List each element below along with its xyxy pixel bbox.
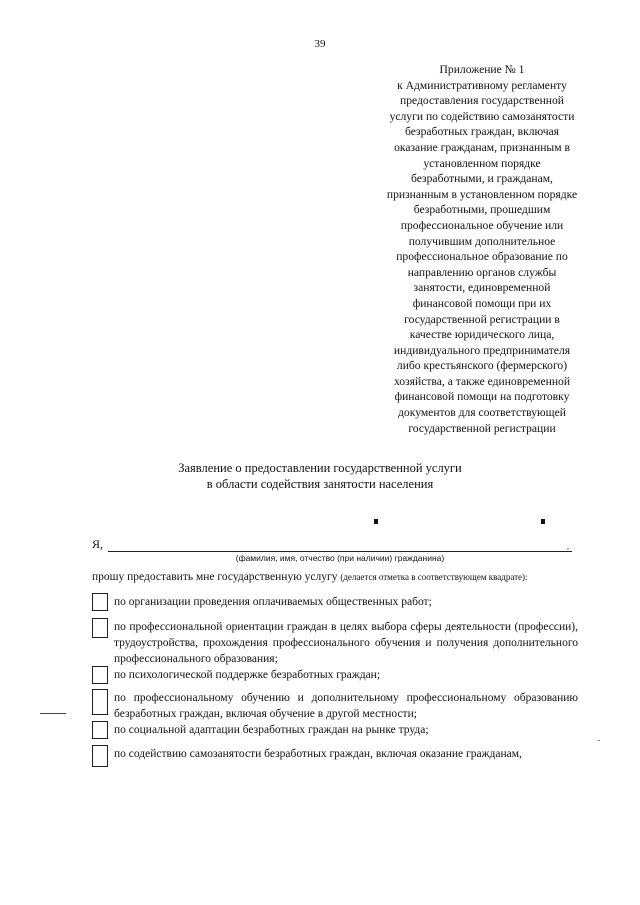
- appendix-line: качестве юридического лица,: [409, 328, 555, 342]
- applicant-line-comma: ,: [567, 542, 569, 551]
- appendix-line: безработными, и гражданам,: [411, 172, 553, 186]
- appendix-line: занятости, единовременной: [413, 281, 551, 295]
- option-label: по организации проведения оплачиваемых общественных работ;: [114, 596, 432, 608]
- appendix-line: индивидуального предпринимателя: [393, 343, 571, 357]
- request-note: (делается отметка в соответствующем квадрате):: [340, 572, 528, 582]
- option-label: по социальной адаптации безработных граждан на рынке труда;: [114, 724, 429, 736]
- option-checkbox[interactable]: [92, 745, 108, 767]
- appendix-line: услуги по содействию самозанятости: [389, 109, 575, 123]
- page-number: 39: [314, 38, 326, 50]
- appendix-line: государственной регистрации: [408, 421, 556, 435]
- scan-margin-mark: [40, 713, 66, 714]
- appendix-line: профессиональное обучение или: [400, 218, 564, 232]
- request-line: [92, 571, 612, 583]
- scan-margin-dot: [598, 740, 600, 741]
- option-checkbox[interactable]: [92, 618, 108, 638]
- option-checkbox[interactable]: [92, 666, 108, 684]
- appendix-line: установленном порядке: [423, 156, 541, 170]
- appendix-line: финансовой помощи на подготовку: [394, 390, 570, 404]
- option-label: по профессиональному обучению и дополнительному профессиональному образованию безработных граждан, включая обучение в другой местности;: [114, 692, 578, 720]
- appendix-line: к Административному регламенту: [397, 78, 567, 92]
- appendix-line: документов для соответствующей: [398, 406, 566, 420]
- option-checkbox[interactable]: [92, 689, 108, 715]
- appendix-header: [352, 62, 612, 436]
- option-label: по психологической поддержке безработных граждан;: [114, 669, 381, 681]
- appendix-line: направлению органов службы: [407, 265, 557, 279]
- scan-mark: [541, 519, 545, 524]
- appendix-line: хозяйства, а также единовременной: [393, 374, 571, 388]
- appendix-line: предоставления государственной: [400, 94, 564, 108]
- appendix-line: либо крестьянского (фермерского): [396, 359, 568, 373]
- appendix-line: государственной регистрации в: [404, 312, 560, 326]
- option-checkbox[interactable]: [92, 593, 108, 611]
- applicant-name-field[interactable]: [108, 551, 572, 552]
- applicant-name-caption: (фамилия, имя, отчество (при наличии) гражданина): [235, 553, 445, 563]
- appendix-line: финансовой помощи при их: [412, 296, 552, 310]
- appendix-line: получившим дополнительное: [408, 234, 556, 248]
- form-title: [100, 460, 540, 492]
- applicant-label: Я,: [92, 537, 104, 551]
- appendix-line: оказание гражданам, признанным в: [394, 140, 570, 154]
- appendix-line: безработных граждан, включая: [404, 125, 560, 139]
- option-label: по содействию самозанятости безработных граждан, включая оказание гражданам,: [114, 748, 522, 760]
- option-checkbox[interactable]: [92, 721, 108, 739]
- request-text: прошу предоставить мне государственную услугу: [92, 571, 341, 583]
- appendix-line: профессиональное образование по: [396, 250, 568, 264]
- form-title-line2: в области содействия занятости населения: [206, 477, 434, 491]
- appendix-line: безработными, прошедшим: [413, 203, 551, 217]
- form-title-line1: Заявление о предоставлении государственной услуги: [178, 461, 462, 475]
- appendix-line: признанным в установленном порядке: [386, 187, 578, 201]
- scan-mark: [374, 519, 378, 524]
- option-label: по профессиональной ориентации граждан в целях выбора сферы деятельности (профессии), трудоустройства, прохождения профессионального обучения и получения дополнительного профессионального образования;: [114, 621, 578, 665]
- appendix-line: Приложение № 1: [439, 63, 525, 76]
